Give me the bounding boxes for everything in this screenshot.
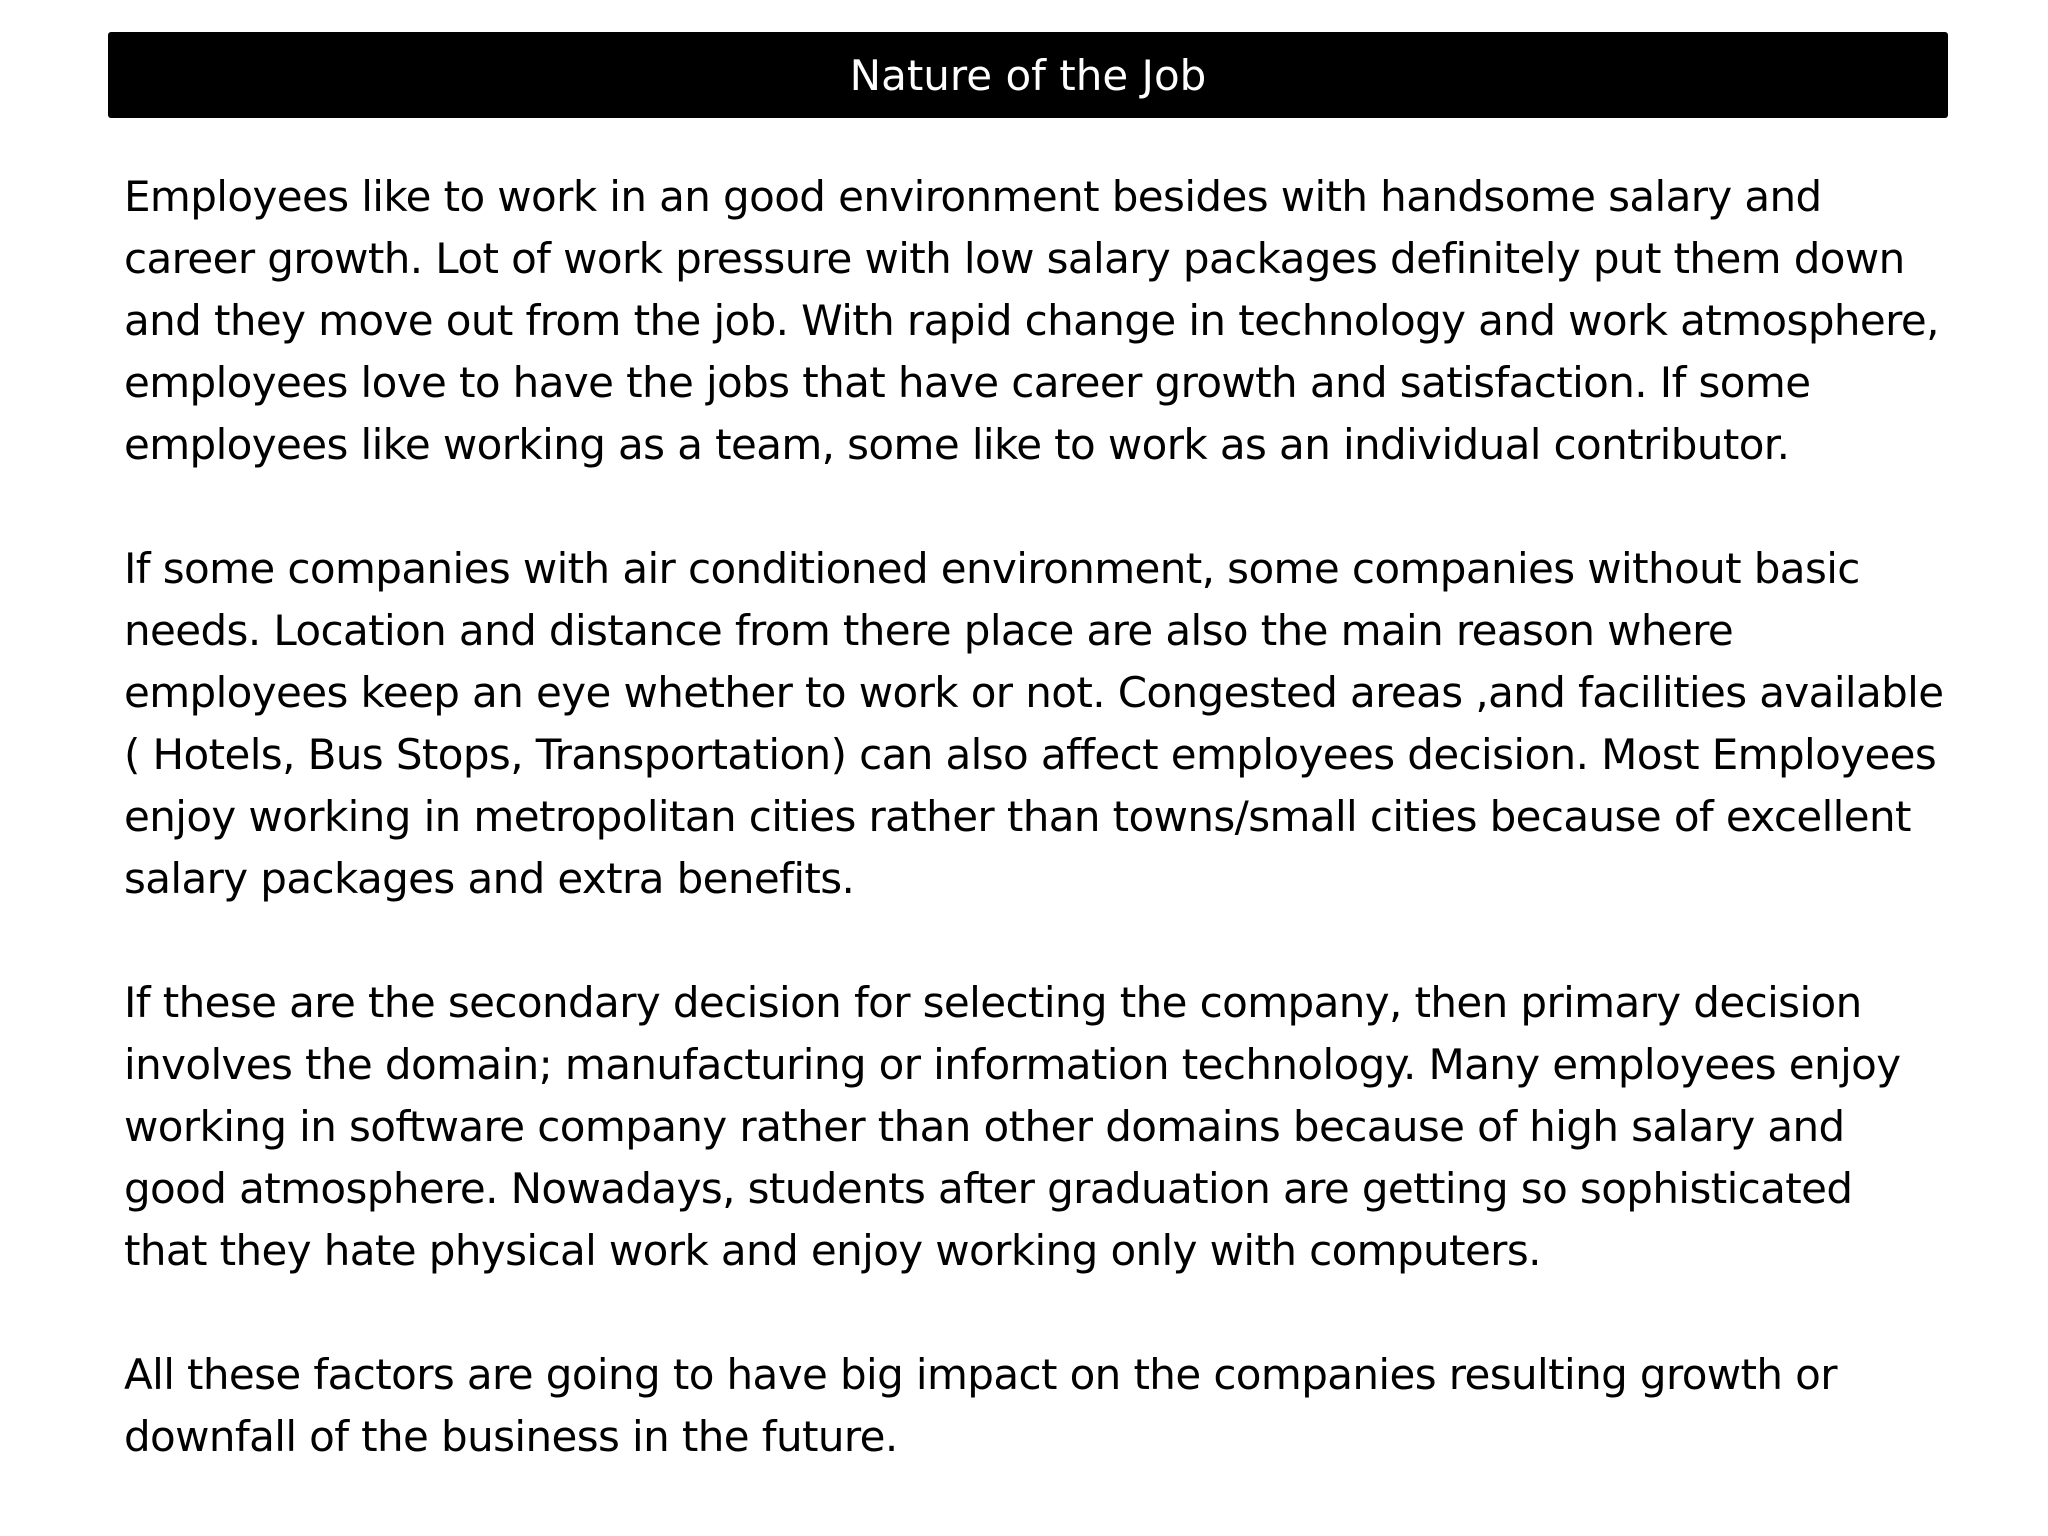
paragraph-2: If some companies with air conditioned environment, some companies without basic needs. Location and distance from there place are also the main reason where employees keep an eye whether to work or not. Congested areas ,and facilities available ( Hotels, Bus Stops, Transportation) can also affect employees decision. Most Employees enjoy working in metropolitan cities rather than towns/small cities because of excellent salary packages and extra benefits. [124, 544, 1944, 903]
paragraph-1: Employees like to work in an good environment besides with handsome salary and career growth. Lot of work pressure with low salary packages definitely put them down and they move out from the job. With rapid change in technology and work atmosphere, employees love to have the jobs that have career growth and satisfaction. If some employees like working as a team, some like to work as an individual contributor. [124, 172, 1939, 469]
paragraph-4: All these factors are going to have big impact on the companies resulting growth or downfall of the business in the future. [124, 1350, 1837, 1461]
slide-title: Nature of the Job [849, 50, 1207, 100]
title-bar [108, 32, 1948, 118]
slide-body [124, 166, 1944, 1530]
paragraph-3: If these are the secondary decision for selecting the company, then primary decision involves the domain; manufacturing or information technology. Many employees enjoy working in software company rather than other domains because of high salary and good atmosphere. Nowadays, students after graduation are getting so sophisticated that they hate physical work and enjoy working only with computers. [124, 978, 1901, 1275]
